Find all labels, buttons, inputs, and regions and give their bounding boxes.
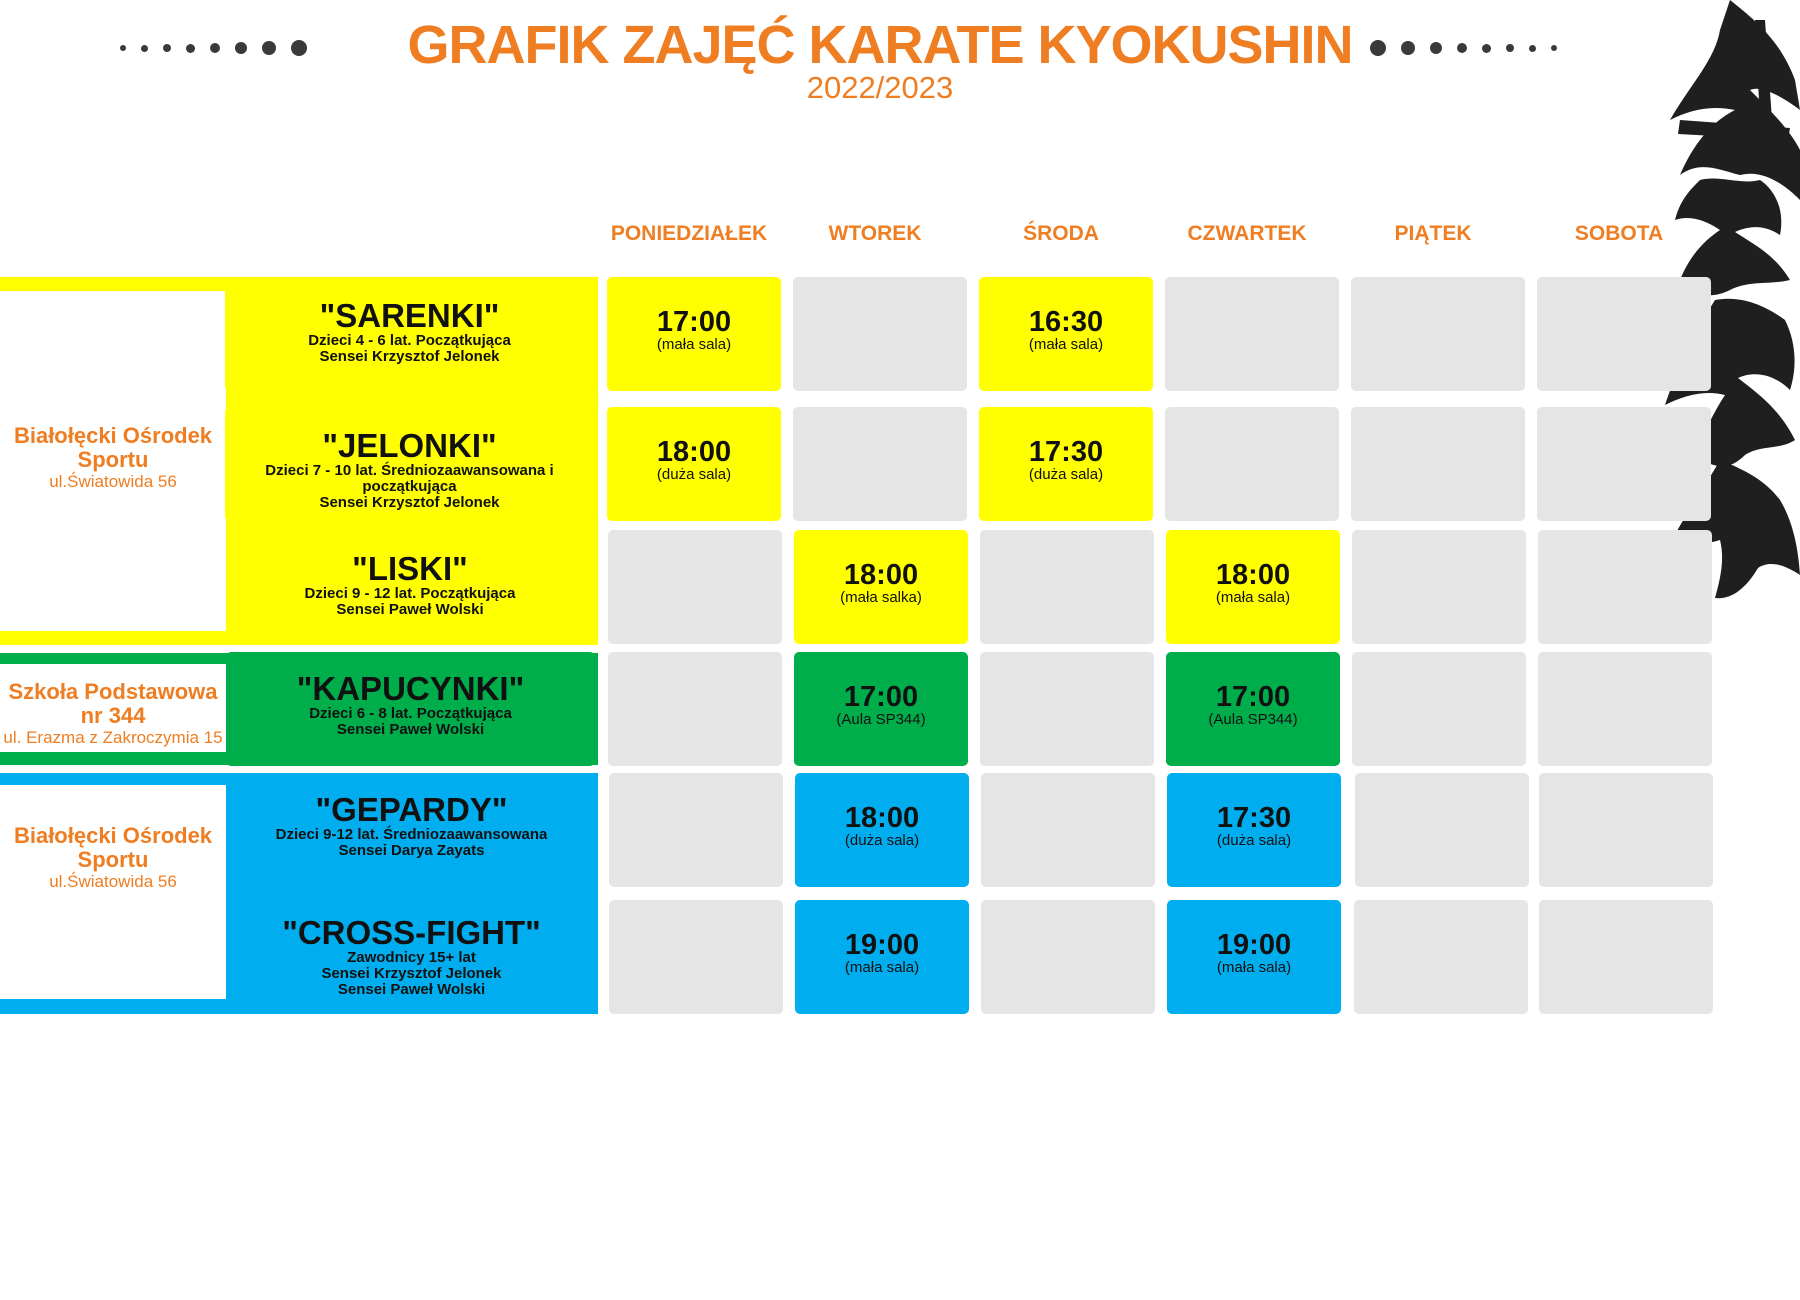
session-jelonki-monday <box>607 407 781 521</box>
group-instructor: Sensei Darya Zayats <box>338 842 485 859</box>
session-time: 17:30 <box>1028 436 1104 468</box>
session-room: (Aula SP344) <box>836 711 926 728</box>
empty-slot <box>1355 773 1529 887</box>
group-description: Dzieci 9 - 12 lat. Początkująca <box>304 585 516 602</box>
empty-slot <box>793 407 967 521</box>
session-time: 17:30 <box>1216 802 1292 834</box>
empty-slot <box>609 900 783 1014</box>
location-label-bos-2 <box>0 824 226 892</box>
session-time: 18:00 <box>1215 559 1291 591</box>
session-room: (mała sala) <box>1215 589 1291 606</box>
group-sarenki <box>225 277 594 391</box>
empty-slot <box>1537 407 1711 521</box>
group-instructor: Sensei Krzysztof Jelonek <box>319 494 500 511</box>
session-room: (duża sala) <box>656 466 732 483</box>
session-kapucynki-tuesday <box>794 652 968 766</box>
session-room: (mała sala) <box>1216 959 1292 976</box>
session-time: 18:00 <box>656 436 732 468</box>
session-room: (mała sala) <box>656 336 732 353</box>
session-gepardy-tuesday <box>795 773 969 887</box>
empty-slot <box>1352 530 1526 644</box>
decorative-dots-right <box>1370 40 1557 56</box>
page-title: GRAFIK ZAJĘĆ KARATE KYOKUSHIN <box>407 15 1353 75</box>
session-time: 17:00 <box>843 681 919 713</box>
session-time: 18:00 <box>844 802 920 834</box>
session-time: 19:00 <box>1216 929 1292 961</box>
group-instructor: Sensei Krzysztof Jelonek <box>321 965 502 982</box>
empty-slot <box>1539 900 1713 1014</box>
group-description: Dzieci 6 - 8 lat. Początkująca <box>309 705 512 722</box>
location-name: Białołęcki Ośrodek Sportu <box>13 823 213 872</box>
session-room: (duża sala) <box>1216 832 1292 849</box>
group-kapucynki <box>226 652 595 766</box>
group-instructor: Sensei Paweł Wolski <box>336 721 485 738</box>
empty-slot <box>1537 277 1711 391</box>
group-name: "SARENKI" <box>319 297 500 334</box>
session-room: (duża sala) <box>844 832 920 849</box>
session-gepardy-thursday <box>1167 773 1341 887</box>
location-address: ul.Światowida 56 <box>49 872 177 891</box>
group-instructor-2: Sensei Paweł Wolski <box>337 981 486 998</box>
location-address: ul. Erazma z Zakroczymia 15 <box>3 728 223 747</box>
session-room: (mała sala) <box>844 959 920 976</box>
empty-slot <box>1539 773 1713 887</box>
empty-slot <box>608 530 782 644</box>
session-room: (mała salka) <box>840 589 922 606</box>
session-room: (mała sala) <box>1028 336 1104 353</box>
location-name: Białołęcki Ośrodek Sportu <box>13 423 213 472</box>
group-instructor: Sensei Krzysztof Jelonek <box>319 348 500 365</box>
group-name: "GEPARDY" <box>315 791 508 828</box>
group-name: "LISKI" <box>352 550 468 587</box>
empty-slot <box>980 530 1154 644</box>
day-header-monday: PONIEDZIAŁEK <box>610 222 768 245</box>
session-room: (Aula SP344) <box>1208 711 1298 728</box>
empty-slot <box>1351 277 1525 391</box>
session-sarenki-wednesday <box>979 277 1153 391</box>
session-liski-thursday <box>1166 530 1340 644</box>
session-kapucynki-thursday <box>1166 652 1340 766</box>
session-time: 17:00 <box>1215 681 1291 713</box>
group-description: Zawodnicy 15+ lat <box>347 949 476 966</box>
empty-slot <box>608 652 782 766</box>
empty-slot <box>1165 277 1339 391</box>
location-address: ul.Światowida 56 <box>49 472 177 491</box>
session-room: (duża sala) <box>1028 466 1104 483</box>
group-description: Dzieci 7 - 10 lat. Średniozaawansowana i <box>265 462 554 479</box>
empty-slot <box>980 652 1154 766</box>
empty-slot <box>609 773 783 887</box>
group-description: Dzieci 4 - 6 lat. Początkująca <box>308 332 511 349</box>
session-sarenki-monday <box>607 277 781 391</box>
session-jelonki-wednesday <box>979 407 1153 521</box>
day-header-friday: PIĄTEK <box>1394 222 1472 245</box>
group-cross-fight <box>227 900 596 1014</box>
empty-slot <box>981 900 1155 1014</box>
day-header-wednesday: ŚRODA <box>1023 222 1099 245</box>
group-name: "CROSS-FIGHT" <box>282 914 541 951</box>
group-name: "JELONKI" <box>322 427 497 464</box>
session-cross-fight-tuesday <box>795 900 969 1014</box>
session-time: 19:00 <box>844 929 920 961</box>
group-jelonki <box>225 407 594 521</box>
empty-slot <box>1538 530 1712 644</box>
session-time: 17:00 <box>656 306 732 338</box>
session-liski-tuesday <box>794 530 968 644</box>
empty-slot <box>1165 407 1339 521</box>
empty-slot <box>793 277 967 391</box>
session-time: 16:30 <box>1028 306 1104 338</box>
session-time: 18:00 <box>843 559 919 591</box>
group-name: "KAPUCYNKI" <box>296 670 525 707</box>
empty-slot <box>1352 652 1526 766</box>
empty-slot <box>1354 900 1528 1014</box>
day-header-tuesday: WTOREK <box>828 222 922 245</box>
group-description: Dzieci 9-12 lat. Średniozaawansowana <box>275 826 548 843</box>
empty-slot <box>1351 407 1525 521</box>
location-label-sp344 <box>0 680 226 748</box>
group-description-cont: początkująca <box>362 478 457 495</box>
day-header-thursday: CZWARTEK <box>1187 222 1307 245</box>
session-cross-fight-thursday <box>1167 900 1341 1014</box>
day-header-saturday: SOBOTA <box>1574 222 1664 245</box>
group-instructor: Sensei Paweł Wolski <box>336 601 484 618</box>
group-liski <box>226 530 594 644</box>
empty-slot <box>1538 652 1712 766</box>
empty-slot <box>981 773 1155 887</box>
group-gepardy <box>227 773 596 887</box>
season-label: 2022/2023 <box>806 70 954 105</box>
location-name: Szkoła Podstawowa nr 344 <box>8 679 218 728</box>
location-label-bos-1 <box>0 424 226 492</box>
